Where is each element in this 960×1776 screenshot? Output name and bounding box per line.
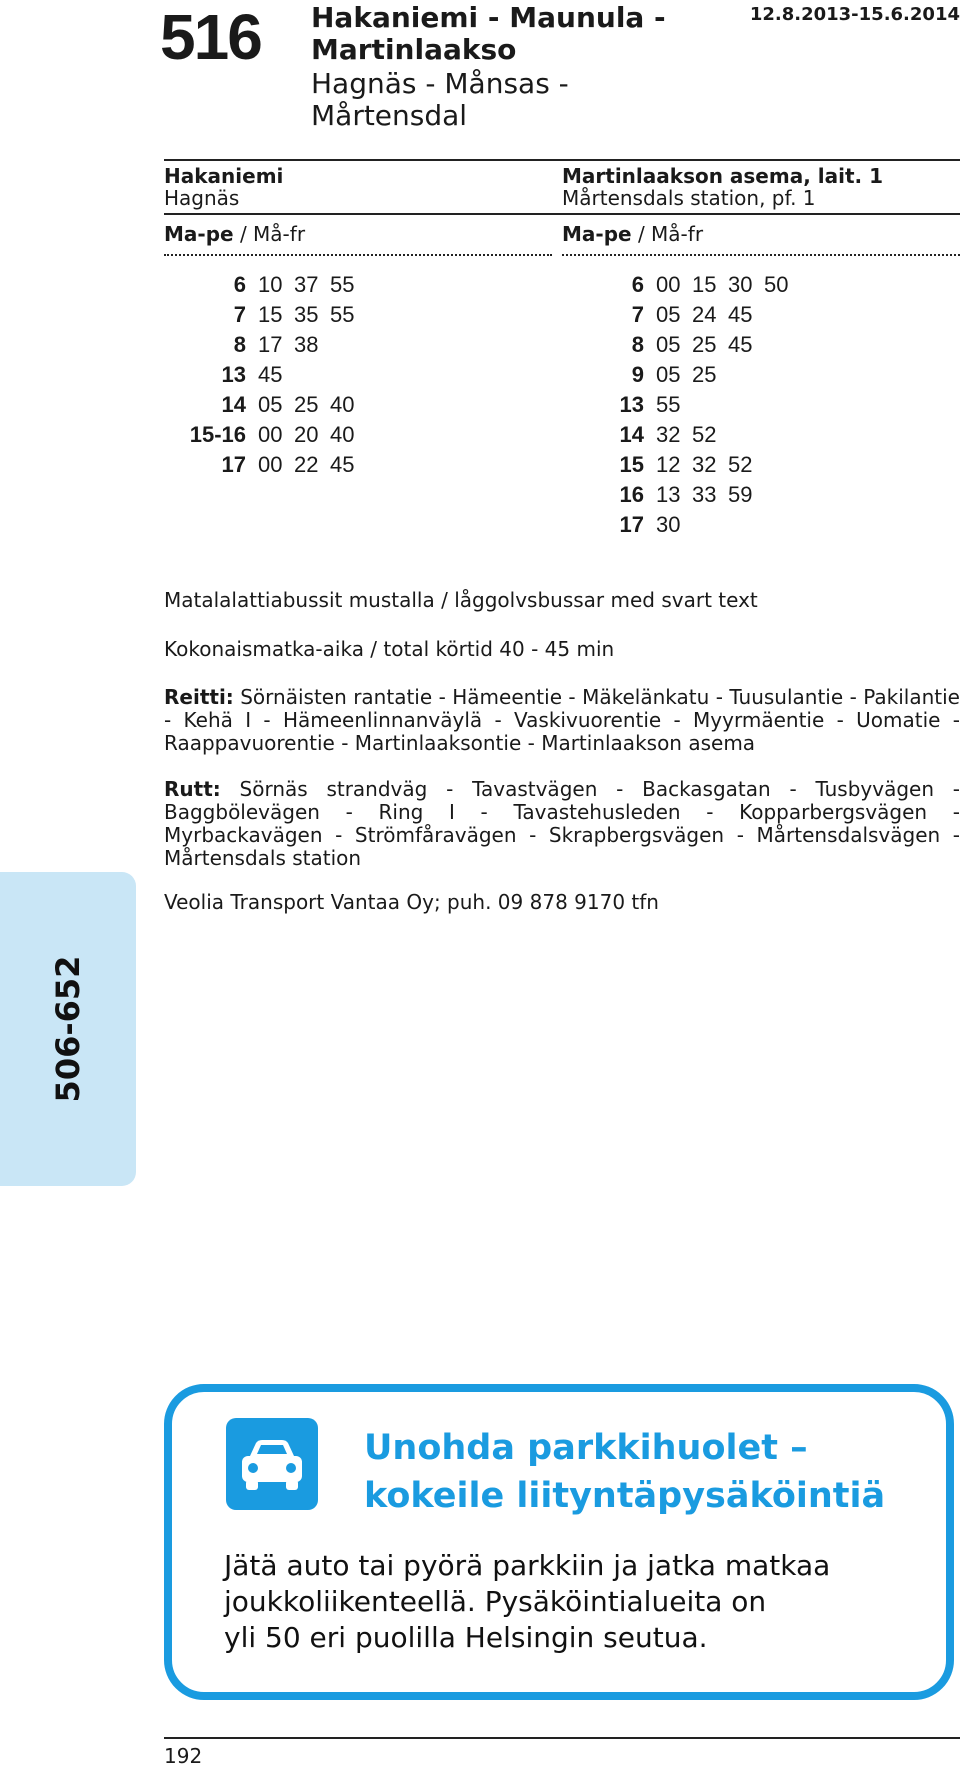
departure-minute: 45 <box>728 302 753 327</box>
departure-hour: 15-16 <box>189 422 246 447</box>
departure-minutes <box>258 362 294 388</box>
promo-headline-line-2: kokeile liityntäpysäköintiä <box>364 1476 886 1516</box>
stop-name-fi-right: Martinlaakson asema, lait. 1 <box>562 164 884 188</box>
timetable-row <box>176 450 366 480</box>
departure-minute: 45 <box>258 362 283 387</box>
validity-period: 12.8.2013-15.6.2014 <box>749 4 960 25</box>
total-time-note: Kokonaismatka-aika / total körtid 40 - 45 min <box>164 637 615 661</box>
timetable-row <box>176 420 366 450</box>
route-streets-fi: Sörnäisten rantatie - Hämeentie - Mäkelänkatu - Tuusulantie - Pakilantie - Kehä I - Hämeenlinnanväylä - Vaskivuorentie - Myyrmäentie - Uomatie - Raappavuorentie - Martinlaaksontie - Martinlaakson asema <box>164 685 960 755</box>
departure-minute: 00 <box>258 422 283 447</box>
stop-name-fi-left: Hakaniemi <box>164 164 284 188</box>
departure-minute: 37 <box>294 272 319 297</box>
timetable-row <box>574 450 800 480</box>
departure-hour: 15 <box>619 452 644 477</box>
stop-header-right <box>562 165 960 209</box>
departure-minute: 05 <box>656 362 681 387</box>
departure-minute: 38 <box>294 332 319 357</box>
timetable-right <box>574 270 800 540</box>
timetable-row <box>574 480 800 510</box>
promo-body-line-1: Jätä auto tai pyörä parkkiin ja jatka matkaa <box>224 1549 831 1582</box>
departure-hour: 6 <box>631 272 644 297</box>
departure-minute: 40 <box>330 392 355 417</box>
stop-name-sv-left: Hagnäs <box>164 186 240 210</box>
departure-minute: 17 <box>258 332 283 357</box>
departure-hour: 9 <box>631 362 644 387</box>
timetable-row <box>176 270 366 300</box>
dotted-divider-left <box>164 254 552 256</box>
departure-minute: 45 <box>330 452 355 477</box>
departure-hour: 13 <box>221 362 246 387</box>
departure-hour: 14 <box>619 422 644 447</box>
column-header-rule <box>164 213 960 215</box>
departure-minute: 10 <box>258 272 283 297</box>
timetable-row <box>574 330 800 360</box>
departure-minute: 30 <box>728 272 753 297</box>
departure-minutes <box>258 452 366 478</box>
departure-minute: 55 <box>330 272 355 297</box>
departure-minute: 12 <box>656 452 681 477</box>
promo-body <box>224 1548 924 1656</box>
departure-minute: 05 <box>258 392 283 417</box>
departure-hour: 14 <box>221 392 246 417</box>
day-header-left <box>164 222 305 246</box>
promo-body-line-3: yli 50 eri puolilla Helsingin seutua. <box>224 1621 708 1654</box>
departure-minutes <box>258 392 366 418</box>
low-floor-note: Matalalattiabussit mustalla / låggolvsbussar med svart text <box>164 588 758 612</box>
day-label-rest-right: / Må-fr <box>631 222 704 246</box>
day-header-right <box>562 222 703 246</box>
timetable-row <box>176 360 366 390</box>
route-streets-sv: Sörnäs strandväg - Tavastvägen - Backasgatan - Tusbyvägen - Baggbölevägen - Ring I - Tavastehusleden - Kopparbergsvägen - Myrbackavägen - Strömfåravägen - Skrapbergsvägen - Mårtensdalsvägen - Mårtensdals station <box>164 777 960 870</box>
promo-headline-line-1: Unohda parkkihuolet – <box>364 1428 808 1468</box>
timetable-row <box>176 330 366 360</box>
departure-hour: 7 <box>631 302 644 327</box>
route-label-fi: Reitti: <box>164 685 234 709</box>
stop-header-left <box>164 165 544 209</box>
departure-minute: 00 <box>258 452 283 477</box>
route-label-sv: Rutt: <box>164 777 221 801</box>
day-label-bold-left: Ma-pe <box>164 222 234 246</box>
departure-minute: 40 <box>330 422 355 447</box>
timetable-row <box>574 390 800 420</box>
departure-minute: 05 <box>656 332 681 357</box>
departure-minute: 55 <box>330 302 355 327</box>
departure-hour: 13 <box>619 392 644 417</box>
departure-minutes <box>656 392 692 418</box>
departure-minutes <box>258 272 366 298</box>
departure-minute: 00 <box>656 272 681 297</box>
timetable-row <box>574 510 800 540</box>
timetable-row <box>574 300 800 330</box>
route-title-fi: Hakaniemi - Maunula - Martinlaakso <box>311 1 666 66</box>
timetable-left <box>176 270 366 480</box>
departure-minutes <box>258 332 330 358</box>
departure-minutes <box>656 422 728 448</box>
departure-minute: 52 <box>692 422 717 447</box>
departure-minute: 22 <box>294 452 319 477</box>
departure-minutes <box>258 302 366 328</box>
departure-minute: 52 <box>728 452 753 477</box>
departure-minute: 33 <box>692 482 717 507</box>
departure-minutes <box>656 272 800 298</box>
departure-hour: 8 <box>233 332 246 357</box>
departure-minutes <box>656 512 692 538</box>
promo-headline <box>364 1424 924 1520</box>
departure-minute: 59 <box>728 482 753 507</box>
departure-minute: 32 <box>656 422 681 447</box>
side-index-tab-label: 506-652 <box>49 955 87 1103</box>
departure-minute: 55 <box>656 392 681 417</box>
timetable-row <box>574 420 800 450</box>
departure-minute: 20 <box>294 422 319 447</box>
car-icon <box>226 1418 318 1510</box>
departure-minutes <box>656 302 764 328</box>
timetable-row <box>176 390 366 420</box>
departure-minute: 35 <box>294 302 319 327</box>
side-index-tab <box>0 872 136 1186</box>
departure-minutes <box>656 332 764 358</box>
departure-minute: 05 <box>656 302 681 327</box>
promo-body-line-2: joukkoliikenteellä. Pysäköintialueita on <box>224 1585 767 1618</box>
departure-minutes <box>258 422 366 448</box>
day-label-rest-left: / Må-fr <box>233 222 306 246</box>
route-description-fi <box>164 686 960 755</box>
departure-minutes <box>656 362 728 388</box>
operator-contact: Veolia Transport Vantaa Oy; puh. 09 878 9170 tfn <box>164 890 659 914</box>
header-rule <box>164 159 960 161</box>
departure-minutes <box>656 482 764 508</box>
departure-minutes <box>656 452 764 478</box>
dotted-divider-right <box>562 254 960 256</box>
departure-minute: 30 <box>656 512 681 537</box>
stop-name-sv-right: Mårtensdals station, pf. 1 <box>562 186 816 210</box>
departure-hour: 16 <box>619 482 644 507</box>
route-description-sv <box>164 778 960 870</box>
departure-hour: 6 <box>233 272 246 297</box>
departure-minute: 45 <box>728 332 753 357</box>
route-title-sv: Hagnäs - Månsas - Mårtensdal <box>311 67 569 132</box>
departure-minute: 13 <box>656 482 681 507</box>
departure-minute: 25 <box>294 392 319 417</box>
departure-hour: 8 <box>631 332 644 357</box>
departure-minute: 25 <box>692 362 717 387</box>
route-number: 516 <box>160 1 261 73</box>
footer-rule <box>164 1737 960 1739</box>
day-label-bold-right: Ma-pe <box>562 222 632 246</box>
departure-minute: 15 <box>692 272 717 297</box>
departure-minute: 15 <box>258 302 283 327</box>
departure-minute: 50 <box>764 272 789 297</box>
departure-hour: 7 <box>233 302 246 327</box>
departure-minute: 32 <box>692 452 717 477</box>
departure-minute: 24 <box>692 302 717 327</box>
departure-hour: 17 <box>619 512 644 537</box>
timetable-row <box>574 360 800 390</box>
page-number: 192 <box>164 1744 203 1768</box>
departure-minute: 25 <box>692 332 717 357</box>
timetable-row <box>574 270 800 300</box>
timetable-row <box>176 300 366 330</box>
departure-hour: 17 <box>221 452 246 477</box>
